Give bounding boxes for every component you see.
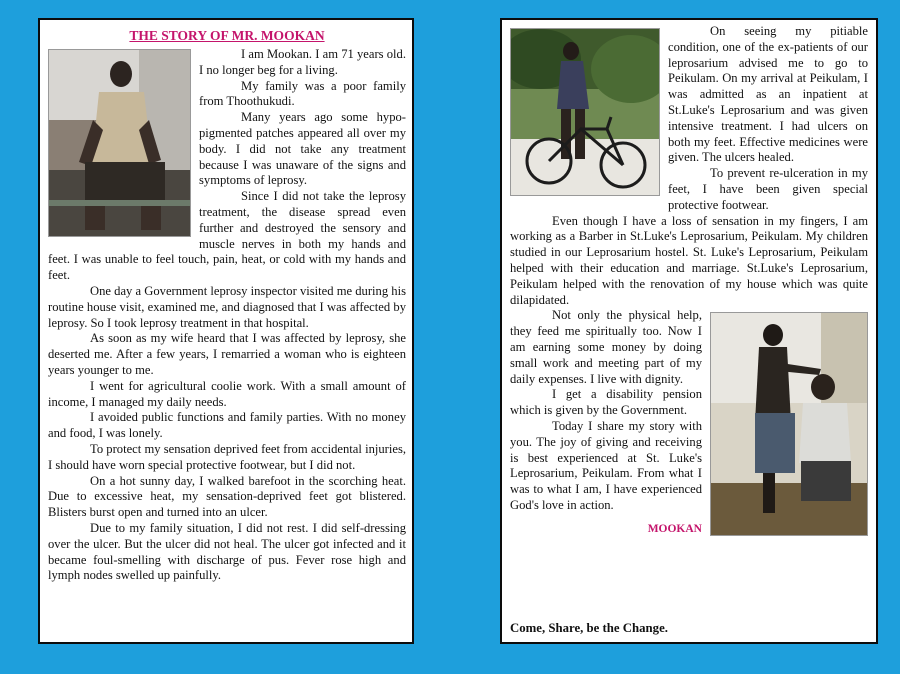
man-with-bicycle-photo xyxy=(510,28,660,196)
paragraph: I get a disability pension which is given by the Government. xyxy=(510,387,702,418)
man-sitting-photo xyxy=(48,49,191,237)
paragraph: One day a Government leprosy inspector visited me during his routine house visit, examined me, and diagnosed that I was affected by leprosy. So I took leprosy treatment in that hospital. xyxy=(48,283,406,330)
story-title: THE STORY OF MR. MOOKAN xyxy=(129,28,325,43)
paragraph: As soon as my wife heard that I was affected by leprosy, she deserted me. After a few years, I remarried a woman who is eighteen years younger to me. xyxy=(48,331,406,377)
right-page xyxy=(500,18,878,644)
paragraph: To protect my sensation deprived feet from accidental injuries, I should have worn special protective footwear, but I did not. xyxy=(48,441,406,472)
paragraph: I went for agricultural coolie work. With a small amount of income, I managed my daily needs. xyxy=(48,378,406,409)
paragraph: My family was a poor family from Thoothukudi. xyxy=(199,78,406,109)
paragraph: On seeing my pitiable condition, one of the ex-patients of our leprosarium advised me to go to Peikulam. On my arrival at Peikulam, I was admitted as an inpatient at St.Luke's Leprosarium and was given intensive treatment. I had ulcers on both my feet. Effective medicines were given. The ulcers healed. xyxy=(668,24,868,165)
paragraph: I am Mookan. I am 71 years old. I no longer beg for a living. xyxy=(199,47,406,77)
left-story-text xyxy=(48,47,406,584)
paragraph: Due to my family situation, I did not rest. I did self-dressing over the ulcer. But the ulcer did not heal. The ulcer got infected and it became foul-smelling with discharge of pus. Fever rose high and lymph nodes swelled up painfully. xyxy=(48,520,406,583)
slogan: Come, Share, be the Change. xyxy=(510,621,668,635)
right-story-text xyxy=(510,24,868,538)
signature: MOOKAN xyxy=(647,522,702,535)
paragraph: Many years ago some hypo-pigmented patches appeared all over my body. I did not take any treatment because I was unaware of the signs and symptoms of leprosy. xyxy=(199,110,406,188)
paragraph: I avoided public functions and family parties. With no money and food, I was lonely. xyxy=(48,410,406,441)
paragraph: To prevent re-ulceration in my feet, I have been given special protective footwear. xyxy=(668,166,868,212)
paragraph: Today I share my story with you. The joy of giving and receiving is best experienced at St. Luke's Leprosarium, Peikulam. From what I was to what I am, I have experienced God's love in action. xyxy=(510,418,702,512)
paragraph: Since I did not take the leprosy treatment, the disease spread even further and destroyed the sensory and muscle nerves in both my hands and feet. I was unable to feel touch, pain, heat, or cold with my hands and feet. xyxy=(48,189,406,283)
left-page xyxy=(38,18,414,644)
paragraph: On a hot sunny day, I walked barefoot in the scorching heat. Due to excessive heat, my sensation-deprived feet got blistered. Blisters burst open and turned into an ulcer. xyxy=(48,473,406,520)
barber-at-work-photo xyxy=(710,312,868,536)
paragraph: Even though I have a loss of sensation in my fingers, I am working as a Barber in St.Luke's Leprosarium, Peikulam. My children studied in our Leprosarium hostel. St. Luke's Leprosarium, Peikulam helped with their education and marriage. St.Luke's Leprosarium, Peikulam helped with the renovation of my house which was quite dilapidated. xyxy=(510,213,868,307)
paragraph: Not only the physical help, they feed me spiritually too. Now I am earning some money by doing small work and meeting part of my daily expenses. I live with dignity. xyxy=(510,308,702,386)
